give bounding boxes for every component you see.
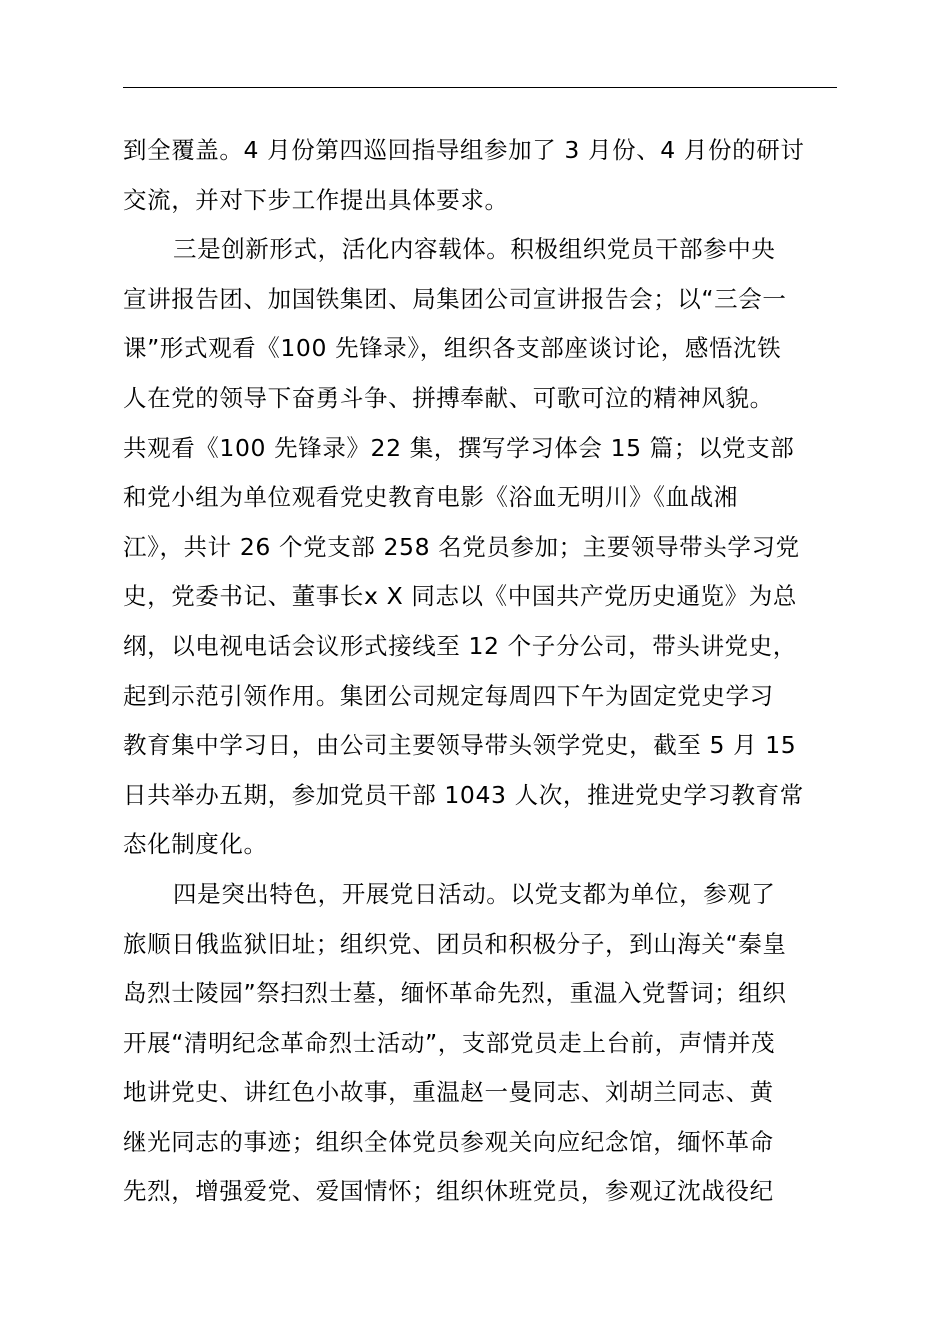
text-line: 教育集中学习日，由公司主要领导带头领学党史，截至 5 月 15 [123,731,797,760]
text-line: 和党小组为单位观看党史教育电影《浴血无明川》《血战湘 [123,483,738,512]
text-line: 交流，并对下步工作提出具体要求。 [123,185,509,214]
text-line: 先烈，增强爱党、爱国情怀；组织休班党员，参观辽沈战役纪 [123,1177,774,1206]
text-line: 日共举办五期，参加党员干部 1043 人次，推进党史学习教育常 [123,780,804,809]
paragraph-start-line: 四是突出特色，开展党日活动。以党支都为单位，参观了 [173,879,776,908]
document-body [123,126,839,1217]
text-line: 继光同志的事迹；组织全体党员参观关向应纪念馆，缅怀革命 [123,1127,774,1156]
text-line: 江》，共计 26 个党支部 258 名党员参加；主要领导带头学习党 [123,532,800,561]
text-line: 课”形式观看《100 先锋录》，组织各支部座谈讨论，感悟沈铁 [123,334,782,363]
text-line: 共观看《100 先锋录》22 集，撰写学习体会 15 篇；以党支部 [123,433,795,462]
text-line: 到全覆盖。4 月份第四巡回指导组参加了 3 月份、4 月份的研讨 [123,136,805,164]
header-rule [123,87,837,88]
text-line: 纲，以电视电话会议形式接线至 12 个子分公司，带头讲党史， [123,631,797,660]
text-line: 人在党的领导下奋勇斗争、拼搏奉献、可歌可泣的精神风貌。 [123,383,774,412]
text-line: 史，党委书记、董事长x X 同志以《中国共产党历史通览》为总 [123,582,797,611]
text-line: 开展“清明纪念革命烈士活动”，支部党员走上台前，声情并茂 [123,1028,776,1057]
text-line: 旅顺日俄监狱旧址；组织党、团员和积极分子，到山海关“秦皇 [123,929,787,958]
text-line: 地讲党史、讲红色小故事，重温赵一曼同志、刘胡兰同志、黄 [123,1078,774,1107]
text-line: 起到示范引领作用。集团公司规定每周四下午为固定党史学习 [123,681,774,710]
text-line: 态化制度化。 [123,830,268,859]
text-line: 岛烈士陵园”祭扫烈士墓，缅怀革命先烈，重温入党誓词；组织 [123,979,787,1008]
text-line: 宣讲报告团、加国铁集团、局集团公司宣讲报告会；以“三会一 [123,284,787,313]
paragraph-start-line: 三是创新形式，活化内容载体。积极组织党员干部参中央 [173,235,776,264]
